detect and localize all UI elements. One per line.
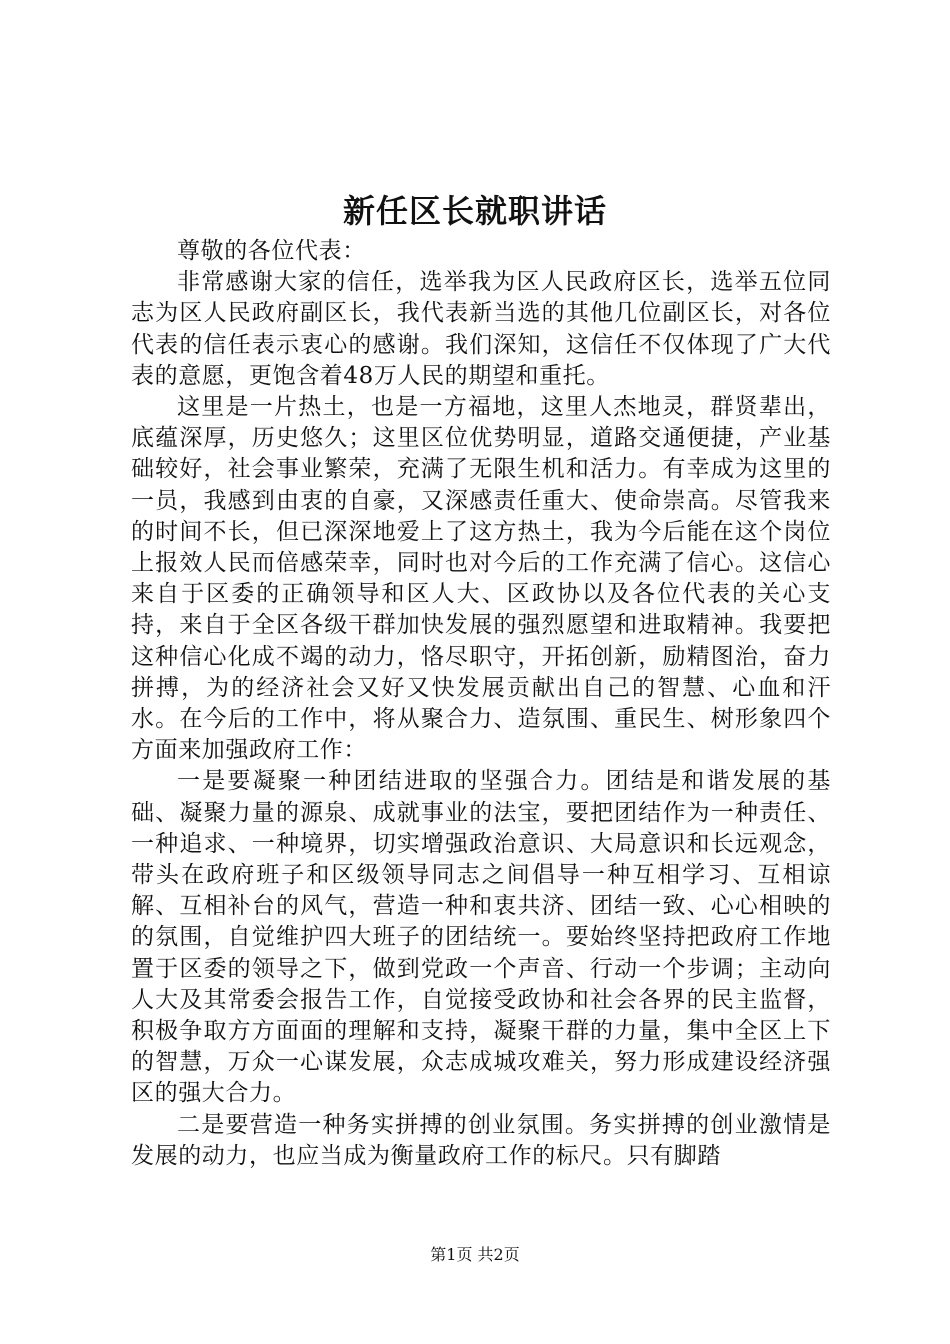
salutation-paragraph: 尊敬的各位代表： bbox=[177, 238, 366, 264]
body-paragraph: 这里是一片热土，也是一方福地，这里人杰地灵，群贤辈出，底蕴深厚，历史悠久；这里区位优势明显，道路交通便捷，产业基础较好，社会事业繁荣，充满了无限生机和活力。有幸成为这里的一员，我感到由衷的自豪，又深感责任重大、使命崇高。尽管我来的时间不长，但已深深地爱上了这方热土，我为今后能在这个岗位上报效人民而倍感荣幸，同时也对今后的工作充满了信心。这信心来自于区委的正确领导和区人大、区政协以及各位代表的关心支持，来自于全区各级干群加快发展的强烈愿望和进取精神。我要把这种信心化成不竭的动力，恪尽职守，开拓创新，励精图治，奋力拼搏，为的经济社会又好又快发展贡献出自己的智慧、心血和汗水。在今后的工作中，将从聚合力、造氛围、重民生、树形象四个方面来加强政府工作： bbox=[131, 394, 831, 764]
body-paragraph: 非常感谢大家的信任，选举我为区人民政府区长，选举五位同志为区人民政府副区长，我代表新当选的其他几位副区长，对各位代表的信任表示衷心的感谢。我们深知，这信任不仅体现了广大代表的意愿，更饱含着48万人民的期望和重托。 bbox=[131, 269, 831, 389]
body-paragraph: 二是要营造一种务实拼搏的创业氛围。务实拼搏的创业激情是发展的动力，也应当成为衡量政府工作的标尺。只有脚踏 bbox=[131, 1111, 831, 1169]
page-number-footer: 第1页 共2页 bbox=[430, 1245, 520, 1264]
body-paragraph: 一是要凝聚一种团结进取的坚强合力。团结是和谐发展的基础、凝聚力量的源泉、成就事业的法宝，要把团结作为一种责任、一种追求、一种境界，切实增强政治意识、大局意识和长远观念，带头在政府班子和区级领导同志之间倡导一种互相学习、互相谅解、互相补台的风气，营造一种和衷共济、团结一致、心心相映的的氛围，自觉维护四大班子的团结统一。要始终坚持把政府工作地置于区委的领导之下，做到党政一个声音、行动一个步调；主动向人大及其常委会报告工作，自觉接受政协和社会各界的民主监督，积极争取方方面面的理解和支持，凝聚干群的力量，集中全区上下的智慧，万众一心谋发展，众志成城攻难关，努力形成建设经济强区的强大合力。 bbox=[131, 768, 831, 1107]
document-title: 新任区长就职讲话 bbox=[342, 192, 607, 230]
document-body bbox=[131, 236, 831, 1172]
